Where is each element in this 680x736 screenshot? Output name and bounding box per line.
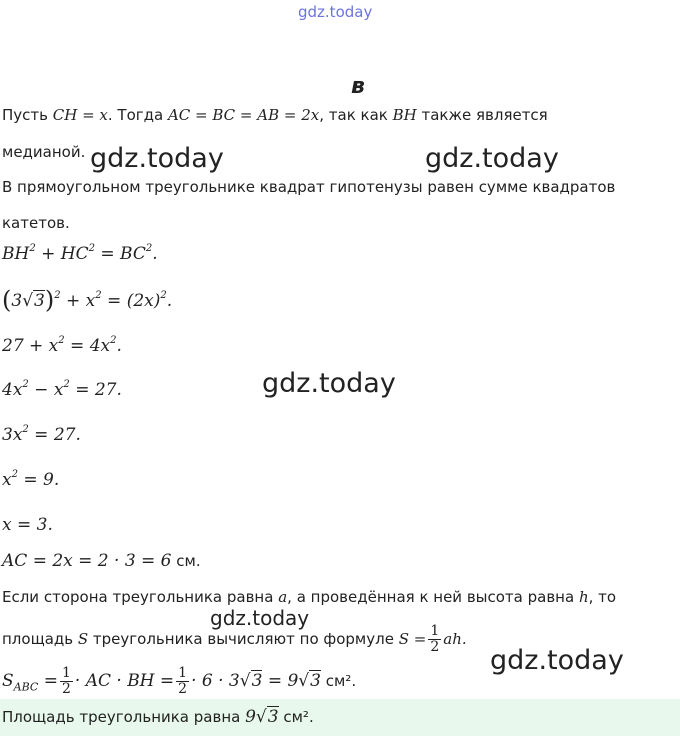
eq9-mid: · AC · BH = <box>74 671 175 691</box>
paragraph-1-line-1 <box>2 105 548 125</box>
equation-8 <box>2 551 201 571</box>
p1-math-2: AC = BC = AB = 2x <box>167 106 320 124</box>
equation-2: $(3√3)^2 + x^2 = (2x)^2$. <box>2 286 173 314</box>
p3-text-2: , а проведённая к ней высота равна <box>287 588 579 606</box>
p1-text-1: Пусть <box>2 106 53 124</box>
answer-text-1: Площадь треугольника равна <box>2 708 246 726</box>
equation-1: $BH^2 + HC^2 = BC^2$. <box>2 243 158 264</box>
equation-4: $4x^2 - x^2 = 27$. <box>2 379 122 400</box>
watermark: gdz.today <box>262 368 396 399</box>
answer-rad: 3 <box>267 707 279 727</box>
p3-l2-text-2: треугольника вычисляют по формуле <box>88 630 399 648</box>
eq9-unit: см². <box>320 672 357 690</box>
answer-coef: 9 <box>245 707 256 727</box>
p1-math-3: BH <box>392 106 417 124</box>
eq9-eq: = <box>38 671 58 691</box>
eq9-fraction-1: $\frac{1}{2}$ <box>61 665 71 697</box>
formula-fraction: $\frac{1}{2}$ <box>430 623 440 655</box>
equation-6: $x^2 = 9$. <box>2 469 60 490</box>
equation-5: $3x^2 = 27$. <box>2 424 81 445</box>
equation-3: $27 + x^2 = 4x^2$. <box>2 335 122 356</box>
eq8-math: AC = 2x = 2 · 3 = 6 <box>2 551 172 571</box>
watermark: gdz.today <box>210 606 310 630</box>
eq9-fraction-2: $\frac{1}{2}$ <box>178 665 188 697</box>
answer-text: Площадь треугольника равна 9√3 см². <box>2 707 314 727</box>
equation-7: x = 3. <box>2 515 53 535</box>
answer-text-2: см². <box>278 708 314 726</box>
paragraph-2-line-1: В прямоугольном треугольнике квадрат гипотенузы равен сумме квадратов <box>2 178 616 196</box>
eq9-lhs-sub: ABC <box>13 680 39 694</box>
answer-box <box>0 699 680 736</box>
p3-l2-math-s: S <box>77 630 89 648</box>
p3-l2-text-1: площадь <box>2 630 78 648</box>
watermark: gdz.today <box>490 645 624 676</box>
watermark: gdz.today <box>90 143 224 174</box>
p1-text-3: , так как <box>319 106 393 124</box>
p3-text-1: Если сторона треугольника равна <box>2 588 279 606</box>
site-link[interactable]: gdz.today <box>298 3 373 21</box>
p1-text-4: также является <box>416 106 548 124</box>
equation-9: $S_{ABC}$ = $\frac{1}{2}$ · AC · BH = $\frac{1}{2}$ · 6 · 3√3 = 9√3 см². <box>2 665 357 697</box>
formula-lhs: S = <box>398 630 427 648</box>
formula-rhs: ah. <box>443 630 467 648</box>
eq9-rhs-2: = 9 <box>262 671 299 691</box>
eq9-rad-2: 3 <box>310 671 321 691</box>
task-letter: в <box>351 74 365 99</box>
p3-math-h: h <box>578 588 589 606</box>
eq9-rad-1: 3 <box>251 671 263 691</box>
paragraph-1-line-2: медианой. <box>2 143 86 161</box>
paragraph-3-line-1 <box>2 587 616 607</box>
p1-text-2: . Тогда <box>107 106 168 124</box>
p3-text-3: , то <box>588 588 617 606</box>
eq9-rhs-1: · 6 · 3 <box>191 671 240 691</box>
watermark: gdz.today <box>425 143 559 174</box>
paragraph-2-line-2: катетов. <box>2 214 70 232</box>
p3-math-a: a <box>278 588 288 606</box>
p1-math-1: CH = x <box>52 106 108 124</box>
eq9-lhs: S <box>2 671 14 691</box>
eq8-unit: см. <box>171 552 201 570</box>
